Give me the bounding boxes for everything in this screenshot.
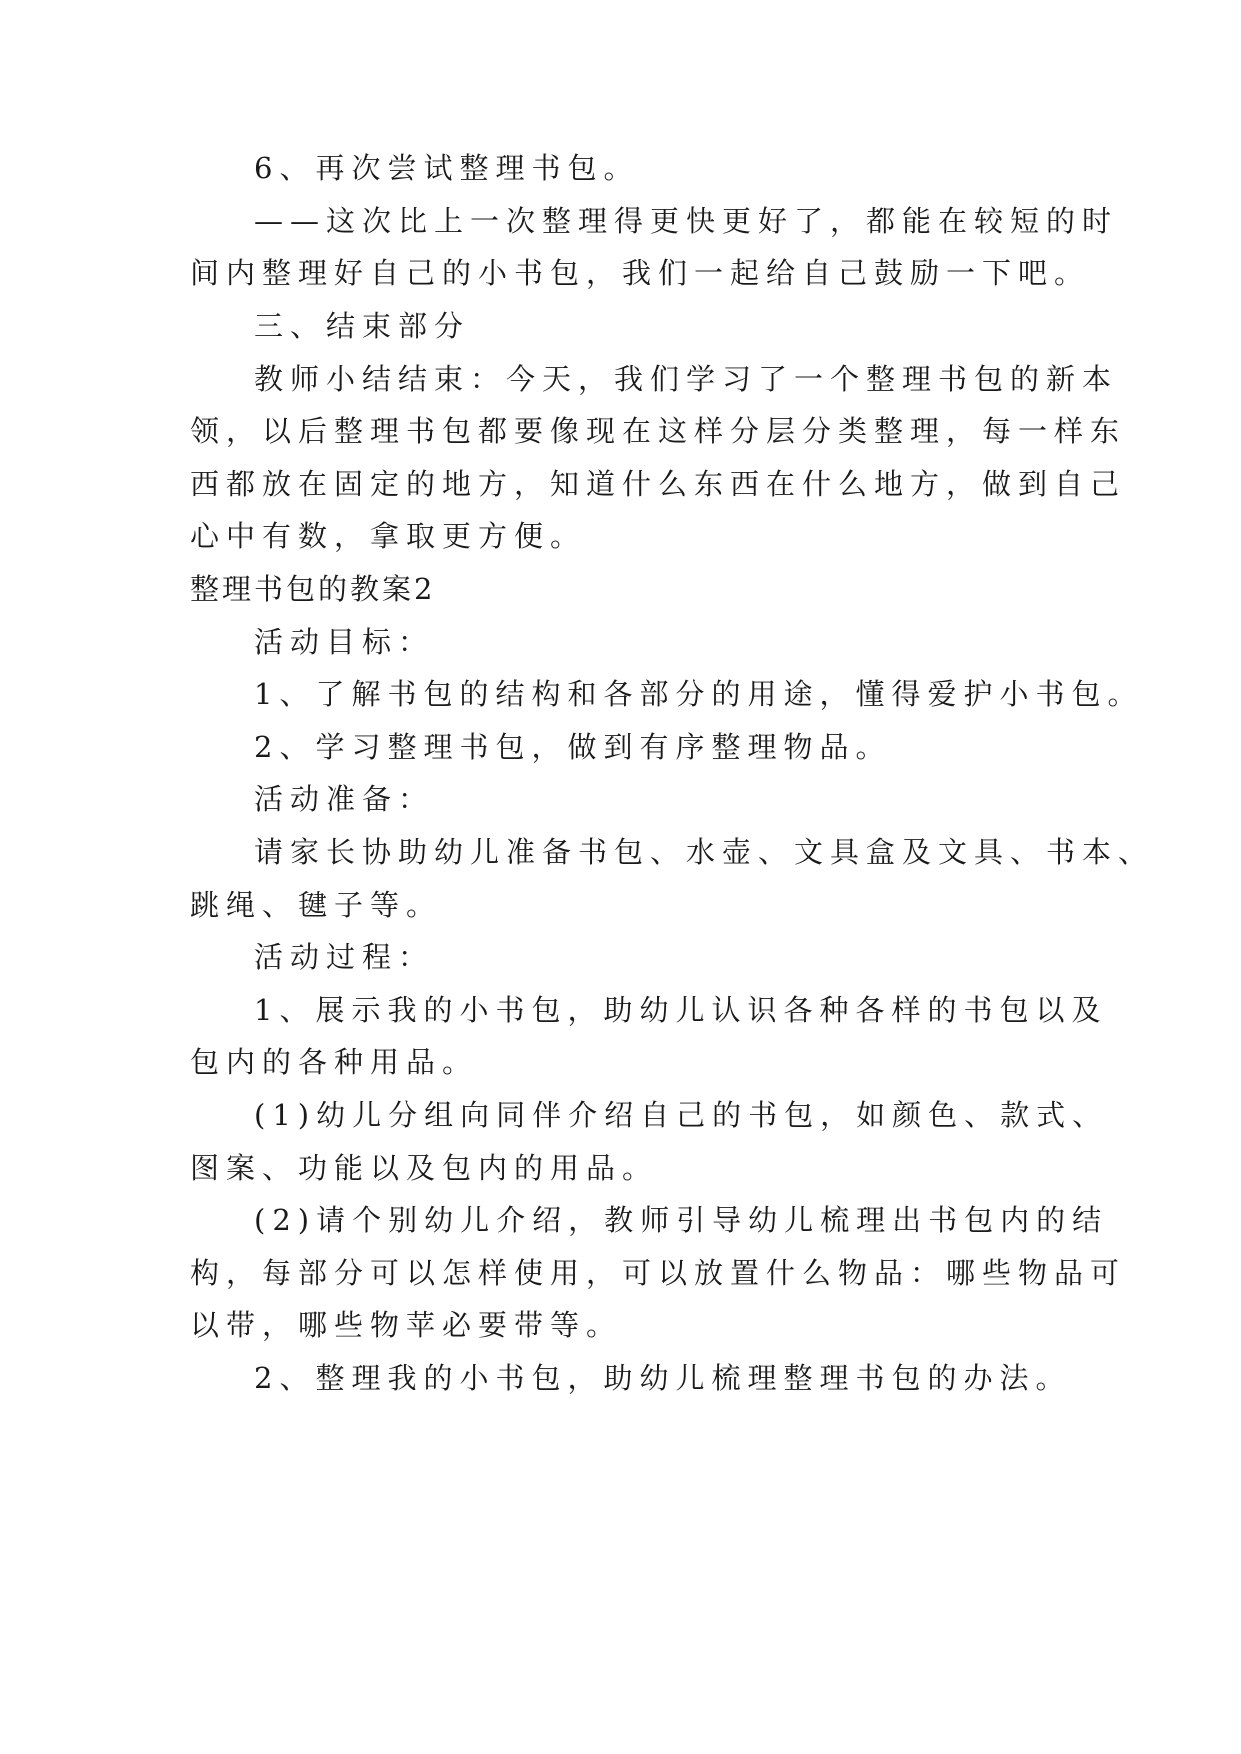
paragraph-line: 1、展示我的小书包，助幼儿认识各种各样的书包以及 — [254, 993, 1108, 1027]
section-heading: 活动过程： — [254, 940, 435, 974]
paragraph-line: 请家长协助幼儿准备书包、水壶、文具盒及文具、书本、 — [254, 835, 1155, 869]
paragraph-line: 2、学习整理书包，做到有序整理物品。 — [254, 730, 892, 764]
paragraph-line: 2、整理我的小书包，助幼儿梳理整理书包的办法。 — [254, 1361, 1072, 1395]
paragraph-line: 构，每部分可以怎样使用，可以放置什么物品：哪些物品可 — [190, 1256, 1127, 1290]
paragraph-line: (2)请个别幼儿介绍，教师引导幼儿梳理出书包内的结 — [254, 1203, 1109, 1237]
paragraph-line: 教师小结结束：今天，我们学习了一个整理书包的新本 — [254, 362, 1119, 396]
paragraph-line: (1)幼儿分组向同伴介绍自己的书包，如颜色、款式、 — [254, 1098, 1109, 1132]
paragraph-line: 以带，哪些物苹必要带等。 — [190, 1308, 623, 1342]
section-heading: 活动目标： — [254, 625, 435, 659]
section-heading: 活动准备： — [254, 782, 435, 816]
section-heading: 三、结束部分 — [254, 309, 471, 343]
paragraph-line: 6、再次尝试整理书包。 — [254, 151, 640, 185]
paragraph-line: ——这次比上一次整理得更快更好了，都能在较短的时 — [254, 204, 1119, 238]
paragraph-line: 包内的各种用品。 — [190, 1045, 479, 1079]
paragraph-line: 心中有数，拿取更方便。 — [190, 519, 587, 553]
paragraph-line: 西都放在固定的地方，知道什么东西在什么地方，做到自己 — [190, 467, 1127, 501]
paragraph-line: 图案、功能以及包内的用品。 — [190, 1151, 659, 1185]
paragraph-line: 领，以后整理书包都要像现在这样分层分类整理，每一样东 — [190, 414, 1127, 448]
paragraph-line: 跳绳、毽子等。 — [190, 888, 443, 922]
document-title: 整理书包的教案2 — [190, 572, 436, 606]
paragraph-line: 间内整理好自己的小书包，我们一起给自己鼓励一下吧。 — [190, 256, 1091, 290]
paragraph-line: 1、了解书包的结构和各部分的用途，懂得爱护小书包。 — [254, 677, 1144, 711]
